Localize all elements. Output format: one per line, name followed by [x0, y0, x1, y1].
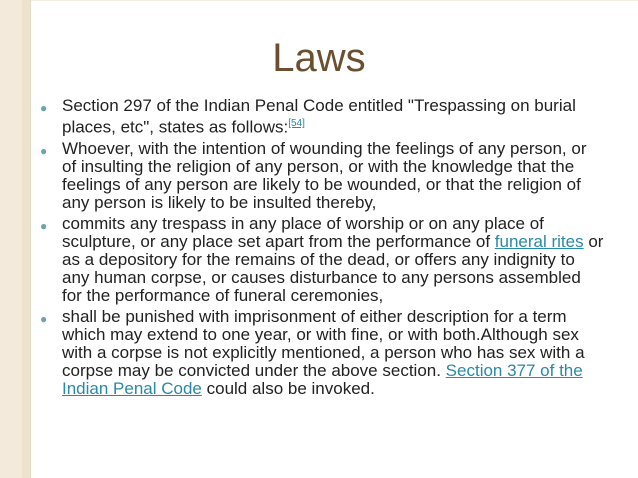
section-377-link[interactable]: Section 377 of the Indian Penal Code — [62, 360, 583, 398]
bullet-text-run: commits any trespass in any place of worship or on any place of sculpture, or any place set apart from the performance of — [62, 213, 544, 251]
bullet-icon: ● — [40, 101, 48, 115]
bullet-item — [40, 308, 605, 398]
bullet-list — [40, 97, 605, 401]
bullet-text — [62, 215, 605, 305]
bullet-text — [62, 140, 605, 212]
bullet-text-run: or as a depository for the remains of the dead, or offers any indignity to any human corpse, or causes disturbance to any persons assembled for the performance of funeral ceremonies, — [62, 231, 604, 305]
bullet-icon: ● — [40, 143, 48, 158]
bullet-item — [40, 97, 605, 137]
bullet-text-run: could also be invoked. — [201, 378, 375, 398]
bullet-text-run: shall be punished with imprisonment of either description for a term which may extend to one year, or with fine, or with both.Although sex with a corpse is not explicitly mentioned, a person who has sex with a corpse may be convicted under the above section. — [62, 306, 585, 380]
funeral-rites-link[interactable]: funeral rites — [494, 231, 584, 251]
bullet-icon: ● — [40, 218, 48, 233]
bullet-item — [40, 140, 605, 212]
slide-title: Laws — [272, 36, 366, 80]
bullet-text — [62, 308, 605, 398]
bullet-icon: ● — [40, 311, 48, 326]
bullet-text-run: Whoever, with the intention of wounding the feelings of any person, or of insulting the religion of any person, or with the knowledge that the feelings of any person are likely to be wounded, or that the religion of any person is likely to be insulted thereby, — [62, 138, 587, 212]
citation-link[interactable]: [54] — [288, 118, 305, 129]
top-rule — [0, 0, 638, 1]
bullet-text — [62, 97, 605, 137]
bullet-item — [40, 215, 605, 305]
bullet-text-run: Section 297 of the Indian Penal Code entitled "Trespassing on burial places, etc", states as follows: — [62, 96, 576, 137]
